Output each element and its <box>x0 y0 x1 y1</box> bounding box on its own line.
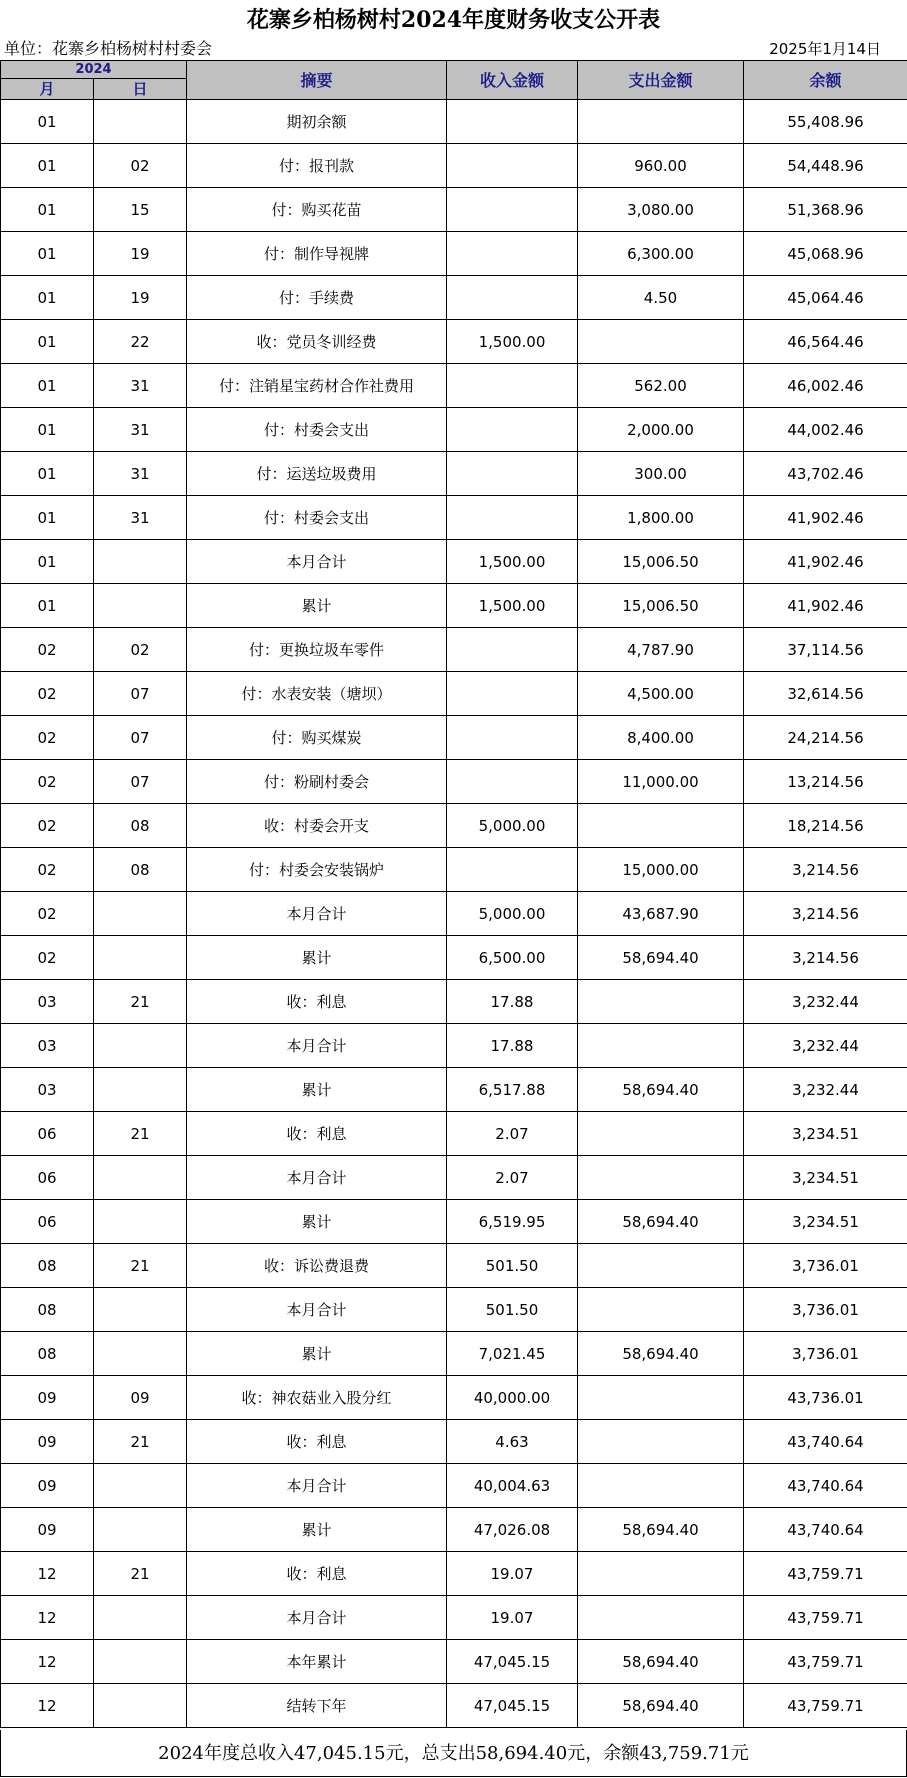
cell-expense <box>578 980 744 1024</box>
cell-balance: 41,902.46 <box>744 540 907 584</box>
cell-expense: 2,000.00 <box>578 408 744 452</box>
cell-month: 06 <box>1 1200 94 1244</box>
cell-day: 07 <box>94 672 187 716</box>
table-row <box>1 1244 907 1288</box>
cell-month: 01 <box>1 100 94 144</box>
cell-expense: 15,000.00 <box>578 848 744 892</box>
cell-day <box>94 100 187 144</box>
cell-summary: 累计 <box>187 1200 447 1244</box>
table-row <box>1 1684 907 1728</box>
table-row <box>1 980 907 1024</box>
table-row <box>1 936 907 980</box>
cell-balance: 37,114.56 <box>744 628 907 672</box>
cell-month: 01 <box>1 144 94 188</box>
cell-income <box>447 452 578 496</box>
cell-balance: 18,214.56 <box>744 804 907 848</box>
cell-day: 22 <box>94 320 187 364</box>
cell-day <box>94 1024 187 1068</box>
cell-expense: 8,400.00 <box>578 716 744 760</box>
cell-expense: 6,300.00 <box>578 232 744 276</box>
cell-summary: 累计 <box>187 1508 447 1552</box>
cell-month: 02 <box>1 892 94 936</box>
cell-expense: 58,694.40 <box>578 1068 744 1112</box>
table-row <box>1 408 907 452</box>
cell-income: 7,021.45 <box>447 1332 578 1376</box>
table-row <box>1 188 907 232</box>
cell-day <box>94 1596 187 1640</box>
cell-summary: 本月合计 <box>187 892 447 936</box>
cell-income: 6,500.00 <box>447 936 578 980</box>
cell-expense <box>578 1464 744 1508</box>
cell-month: 09 <box>1 1508 94 1552</box>
cell-day <box>94 1508 187 1552</box>
table-row <box>1 232 907 276</box>
cell-expense <box>578 1244 744 1288</box>
table-row <box>1 1420 907 1464</box>
cell-month: 09 <box>1 1420 94 1464</box>
cell-income: 2.07 <box>447 1112 578 1156</box>
header-month: 月 <box>1 79 94 100</box>
cell-month: 02 <box>1 848 94 892</box>
cell-income: 4.63 <box>447 1420 578 1464</box>
cell-income: 17.88 <box>447 1024 578 1068</box>
cell-month: 01 <box>1 452 94 496</box>
cell-expense <box>578 1596 744 1640</box>
cell-balance: 3,232.44 <box>744 1068 907 1112</box>
cell-expense <box>578 320 744 364</box>
cell-month: 01 <box>1 496 94 540</box>
cell-day: 09 <box>94 1376 187 1420</box>
cell-income <box>447 188 578 232</box>
cell-income <box>447 144 578 188</box>
table-header <box>1 61 907 100</box>
cell-expense: 58,694.40 <box>578 1200 744 1244</box>
header-expense: 支出金额 <box>578 61 744 100</box>
cell-month: 09 <box>1 1464 94 1508</box>
cell-summary: 累计 <box>187 936 447 980</box>
cell-month: 01 <box>1 232 94 276</box>
cell-summary: 本月合计 <box>187 1596 447 1640</box>
table-row <box>1 1200 907 1244</box>
cell-day <box>94 1640 187 1684</box>
table-row <box>1 1112 907 1156</box>
cell-income: 1,500.00 <box>447 540 578 584</box>
cell-expense <box>578 1112 744 1156</box>
cell-expense <box>578 1420 744 1464</box>
cell-summary: 付：购买煤炭 <box>187 716 447 760</box>
cell-month: 02 <box>1 716 94 760</box>
unit-label: 单位：花寨乡柏杨树村村委会 <box>4 39 213 58</box>
cell-balance: 41,902.46 <box>744 496 907 540</box>
cell-summary: 累计 <box>187 1332 447 1376</box>
table-body <box>1 100 907 1728</box>
cell-income: 19.07 <box>447 1552 578 1596</box>
table-row <box>1 804 907 848</box>
cell-balance: 24,214.56 <box>744 716 907 760</box>
cell-month: 02 <box>1 936 94 980</box>
cell-summary: 付：村委会支出 <box>187 408 447 452</box>
cell-summary: 付：报刊款 <box>187 144 447 188</box>
cell-day: 21 <box>94 1244 187 1288</box>
cell-expense <box>578 804 744 848</box>
cell-month: 09 <box>1 1376 94 1420</box>
cell-balance: 46,564.46 <box>744 320 907 364</box>
table-row <box>1 716 907 760</box>
cell-month: 01 <box>1 540 94 584</box>
cell-income: 2.07 <box>447 1156 578 1200</box>
cell-expense <box>578 100 744 144</box>
cell-day: 02 <box>94 628 187 672</box>
cell-summary: 本月合计 <box>187 1464 447 1508</box>
table-row <box>1 584 907 628</box>
cell-balance: 3,234.51 <box>744 1112 907 1156</box>
cell-balance: 3,736.01 <box>744 1244 907 1288</box>
cell-summary: 付：水表安装（塘坝） <box>187 672 447 716</box>
header-day: 日 <box>94 79 187 100</box>
header-balance: 余额 <box>744 61 907 100</box>
cell-income: 6,517.88 <box>447 1068 578 1112</box>
cell-month: 01 <box>1 276 94 320</box>
cell-income: 19.07 <box>447 1596 578 1640</box>
cell-income: 5,000.00 <box>447 804 578 848</box>
cell-balance: 3,232.44 <box>744 1024 907 1068</box>
cell-month: 08 <box>1 1332 94 1376</box>
cell-balance: 3,214.56 <box>744 848 907 892</box>
table-row <box>1 144 907 188</box>
cell-expense <box>578 1288 744 1332</box>
cell-balance: 51,368.96 <box>744 188 907 232</box>
cell-balance: 45,064.46 <box>744 276 907 320</box>
cell-month: 03 <box>1 1068 94 1112</box>
cell-balance: 3,232.44 <box>744 980 907 1024</box>
cell-balance: 43,759.71 <box>744 1596 907 1640</box>
header-year: 2024 <box>1 61 187 79</box>
cell-balance: 3,736.01 <box>744 1288 907 1332</box>
cell-day: 19 <box>94 276 187 320</box>
cell-income: 47,026.08 <box>447 1508 578 1552</box>
cell-day <box>94 540 187 584</box>
table-row <box>1 1464 907 1508</box>
cell-month: 08 <box>1 1288 94 1332</box>
table-row <box>1 892 907 936</box>
cell-month: 12 <box>1 1640 94 1684</box>
cell-month: 12 <box>1 1552 94 1596</box>
cell-month: 02 <box>1 804 94 848</box>
cell-month: 01 <box>1 584 94 628</box>
cell-expense <box>578 1156 744 1200</box>
cell-month: 02 <box>1 760 94 804</box>
cell-summary: 付：制作导视牌 <box>187 232 447 276</box>
cell-month: 08 <box>1 1244 94 1288</box>
cell-summary: 收：党员冬训经费 <box>187 320 447 364</box>
cell-day <box>94 1156 187 1200</box>
cell-balance: 43,702.46 <box>744 452 907 496</box>
cell-income <box>447 628 578 672</box>
cell-expense: 4,500.00 <box>578 672 744 716</box>
cell-balance: 43,759.71 <box>744 1684 907 1728</box>
cell-summary: 收：利息 <box>187 1112 447 1156</box>
cell-balance: 41,902.46 <box>744 584 907 628</box>
cell-summary: 累计 <box>187 584 447 628</box>
table-row <box>1 1552 907 1596</box>
cell-day <box>94 1332 187 1376</box>
cell-day <box>94 1464 187 1508</box>
table-row <box>1 1068 907 1112</box>
cell-balance: 3,736.01 <box>744 1332 907 1376</box>
cell-income <box>447 496 578 540</box>
table-row <box>1 320 907 364</box>
cell-summary: 本月合计 <box>187 1288 447 1332</box>
cell-balance: 44,002.46 <box>744 408 907 452</box>
cell-month: 01 <box>1 408 94 452</box>
cell-day: 02 <box>94 144 187 188</box>
cell-day <box>94 936 187 980</box>
cell-income <box>447 276 578 320</box>
cell-expense <box>578 1376 744 1420</box>
cell-expense: 3,080.00 <box>578 188 744 232</box>
table-row <box>1 1376 907 1420</box>
cell-income <box>447 672 578 716</box>
cell-expense: 58,694.40 <box>578 1508 744 1552</box>
cell-day <box>94 1200 187 1244</box>
table-row <box>1 672 907 716</box>
cell-income <box>447 848 578 892</box>
cell-income: 1,500.00 <box>447 320 578 364</box>
cell-day <box>94 1684 187 1728</box>
table-row <box>1 452 907 496</box>
table-row <box>1 1024 907 1068</box>
cell-expense: 4.50 <box>578 276 744 320</box>
cell-day: 08 <box>94 804 187 848</box>
cell-summary: 收：诉讼费退费 <box>187 1244 447 1288</box>
cell-income: 6,519.95 <box>447 1200 578 1244</box>
cell-month: 02 <box>1 672 94 716</box>
cell-income: 17.88 <box>447 980 578 1024</box>
cell-balance: 43,736.01 <box>744 1376 907 1420</box>
cell-income <box>447 760 578 804</box>
cell-balance: 43,759.71 <box>744 1552 907 1596</box>
cell-balance: 43,740.64 <box>744 1420 907 1464</box>
cell-summary: 付：购买花苗 <box>187 188 447 232</box>
cell-summary: 本月合计 <box>187 1024 447 1068</box>
cell-expense: 11,000.00 <box>578 760 744 804</box>
cell-income <box>447 716 578 760</box>
cell-month: 12 <box>1 1684 94 1728</box>
table-row <box>1 496 907 540</box>
table-row <box>1 1288 907 1332</box>
cell-summary: 本月合计 <box>187 540 447 584</box>
cell-balance: 13,214.56 <box>744 760 907 804</box>
header-summary: 摘要 <box>187 61 447 100</box>
cell-day: 21 <box>94 1420 187 1464</box>
cell-summary: 累计 <box>187 1068 447 1112</box>
cell-month: 06 <box>1 1112 94 1156</box>
cell-day: 07 <box>94 716 187 760</box>
cell-day <box>94 1288 187 1332</box>
table-row <box>1 540 907 584</box>
cell-day: 31 <box>94 364 187 408</box>
cell-day: 21 <box>94 1112 187 1156</box>
cell-day <box>94 1068 187 1112</box>
footer-summary: 2024年度总收入47,045.15元，总支出58,694.40元，余额43,759.71元 <box>158 1743 749 1764</box>
cell-summary: 付：村委会支出 <box>187 496 447 540</box>
cell-day: 07 <box>94 760 187 804</box>
cell-expense: 15,006.50 <box>578 584 744 628</box>
cell-day <box>94 892 187 936</box>
cell-month: 06 <box>1 1156 94 1200</box>
cell-expense: 58,694.40 <box>578 1640 744 1684</box>
cell-month: 03 <box>1 980 94 1024</box>
cell-summary: 结转下年 <box>187 1684 447 1728</box>
cell-expense: 960.00 <box>578 144 744 188</box>
cell-day: 31 <box>94 496 187 540</box>
cell-balance: 43,740.64 <box>744 1508 907 1552</box>
table-row <box>1 364 907 408</box>
cell-day: 31 <box>94 452 187 496</box>
cell-month: 12 <box>1 1596 94 1640</box>
cell-summary: 付：粉刷村委会 <box>187 760 447 804</box>
table-row <box>1 1596 907 1640</box>
cell-day: 31 <box>94 408 187 452</box>
cell-summary: 付：村委会安装锅炉 <box>187 848 447 892</box>
cell-expense: 300.00 <box>578 452 744 496</box>
cell-balance: 32,614.56 <box>744 672 907 716</box>
cell-balance: 45,068.96 <box>744 232 907 276</box>
cell-income: 40,004.63 <box>447 1464 578 1508</box>
cell-day <box>94 584 187 628</box>
table-row <box>1 1640 907 1684</box>
table-row <box>1 1156 907 1200</box>
cell-expense: 58,694.40 <box>578 1684 744 1728</box>
cell-balance: 3,234.51 <box>744 1156 907 1200</box>
cell-day: 19 <box>94 232 187 276</box>
cell-month: 03 <box>1 1024 94 1068</box>
cell-expense: 562.00 <box>578 364 744 408</box>
cell-balance: 55,408.96 <box>744 100 907 144</box>
ledger-table <box>0 60 907 1728</box>
cell-day: 21 <box>94 980 187 1024</box>
cell-income <box>447 100 578 144</box>
cell-balance: 3,234.51 <box>744 1200 907 1244</box>
cell-income <box>447 408 578 452</box>
cell-summary: 本月合计 <box>187 1156 447 1200</box>
table-row <box>1 1332 907 1376</box>
cell-balance: 46,002.46 <box>744 364 907 408</box>
cell-balance: 43,740.64 <box>744 1464 907 1508</box>
cell-summary: 本年累计 <box>187 1640 447 1684</box>
cell-income: 40,000.00 <box>447 1376 578 1420</box>
header-income: 收入金额 <box>447 61 578 100</box>
page-title: 花寨乡柏杨树村2024年度财务收支公开表 <box>246 7 661 33</box>
cell-summary: 期初余额 <box>187 100 447 144</box>
cell-month: 02 <box>1 628 94 672</box>
table-row <box>1 276 907 320</box>
cell-summary: 收：利息 <box>187 1420 447 1464</box>
cell-income: 501.50 <box>447 1288 578 1332</box>
cell-month: 01 <box>1 188 94 232</box>
cell-expense: 15,006.50 <box>578 540 744 584</box>
table-row <box>1 628 907 672</box>
cell-day: 21 <box>94 1552 187 1596</box>
cell-income: 47,045.15 <box>447 1640 578 1684</box>
table-row <box>1 1508 907 1552</box>
cell-summary: 付：手续费 <box>187 276 447 320</box>
table-row <box>1 100 907 144</box>
cell-expense: 58,694.40 <box>578 1332 744 1376</box>
cell-summary: 付：注销星宝药材合作社费用 <box>187 364 447 408</box>
cell-expense: 58,694.40 <box>578 936 744 980</box>
cell-income <box>447 232 578 276</box>
cell-income <box>447 364 578 408</box>
cell-balance: 54,448.96 <box>744 144 907 188</box>
cell-balance: 3,214.56 <box>744 936 907 980</box>
cell-day: 15 <box>94 188 187 232</box>
cell-balance: 43,759.71 <box>744 1640 907 1684</box>
cell-income: 501.50 <box>447 1244 578 1288</box>
cell-expense <box>578 1552 744 1596</box>
cell-income: 1,500.00 <box>447 584 578 628</box>
cell-summary: 收：利息 <box>187 980 447 1024</box>
cell-summary: 付：更换垃圾车零件 <box>187 628 447 672</box>
cell-summary: 收：神农菇业入股分红 <box>187 1376 447 1420</box>
cell-month: 01 <box>1 364 94 408</box>
cell-summary: 付：运送垃圾费用 <box>187 452 447 496</box>
cell-expense: 1,800.00 <box>578 496 744 540</box>
cell-expense: 43,687.90 <box>578 892 744 936</box>
report-date: 2025年1月14日 <box>769 40 881 58</box>
cell-day: 08 <box>94 848 187 892</box>
cell-expense <box>578 1024 744 1068</box>
table-row <box>1 848 907 892</box>
cell-summary: 收：村委会开支 <box>187 804 447 848</box>
cell-balance: 3,214.56 <box>744 892 907 936</box>
table-row <box>1 760 907 804</box>
cell-summary: 收：利息 <box>187 1552 447 1596</box>
cell-income: 5,000.00 <box>447 892 578 936</box>
cell-income: 47,045.15 <box>447 1684 578 1728</box>
cell-month: 01 <box>1 320 94 364</box>
cell-expense: 4,787.90 <box>578 628 744 672</box>
